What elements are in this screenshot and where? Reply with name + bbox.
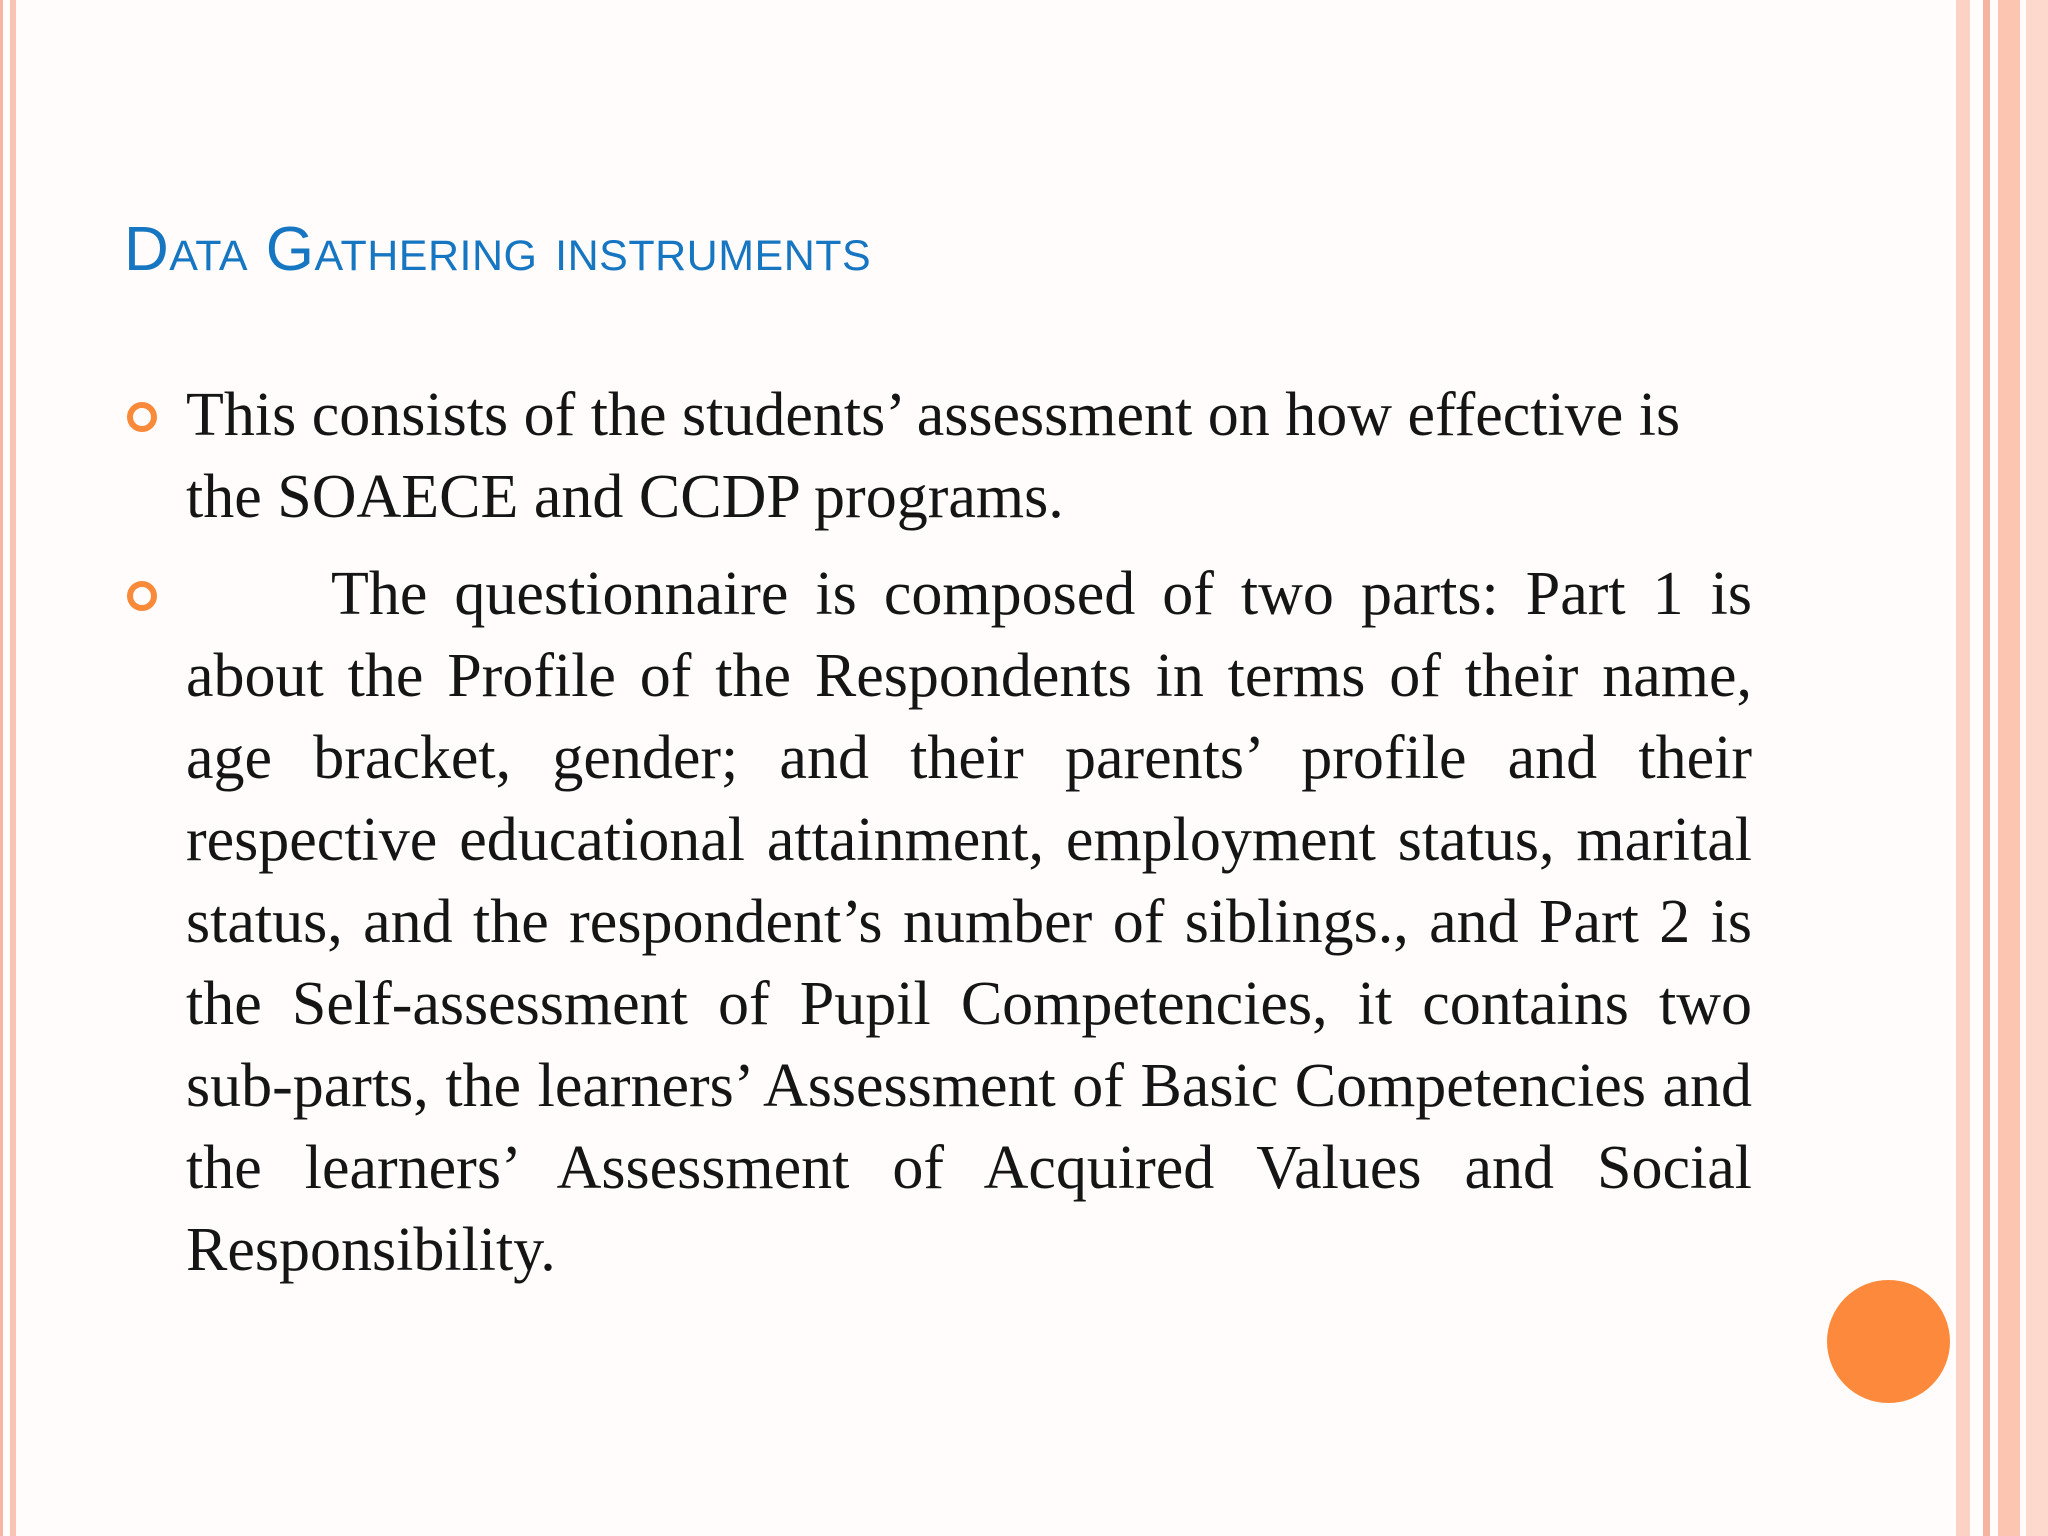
bullet-text: This consists of the students’ assessment on how effective is the SOAECE and CCDP programs. bbox=[186, 381, 1681, 531]
bullet-text: The questionnaire is composed of two parts: Part 1 is about the Profile of the Respondents in terms of their name, age bracket, gender; and their parents’ profile and their respective educational attainment, employment status, marital status, and the respondent’s number of siblings., and Part 2 is the Self-assessment of Pupil Competencies, it contains two sub-parts, the learners’ Assessment of Basic Competencies and the learners’ Assessment of Acquired Values and Social Responsibility. bbox=[186, 560, 1752, 1284]
hollow-circle-icon bbox=[127, 581, 157, 611]
slide-title: Data Gathering instruments bbox=[124, 215, 872, 284]
bullet-item bbox=[186, 553, 1752, 1291]
decorative-orange-circle bbox=[1827, 1280, 1950, 1403]
bullet-item bbox=[186, 374, 1752, 538]
hollow-circle-icon bbox=[127, 402, 157, 432]
